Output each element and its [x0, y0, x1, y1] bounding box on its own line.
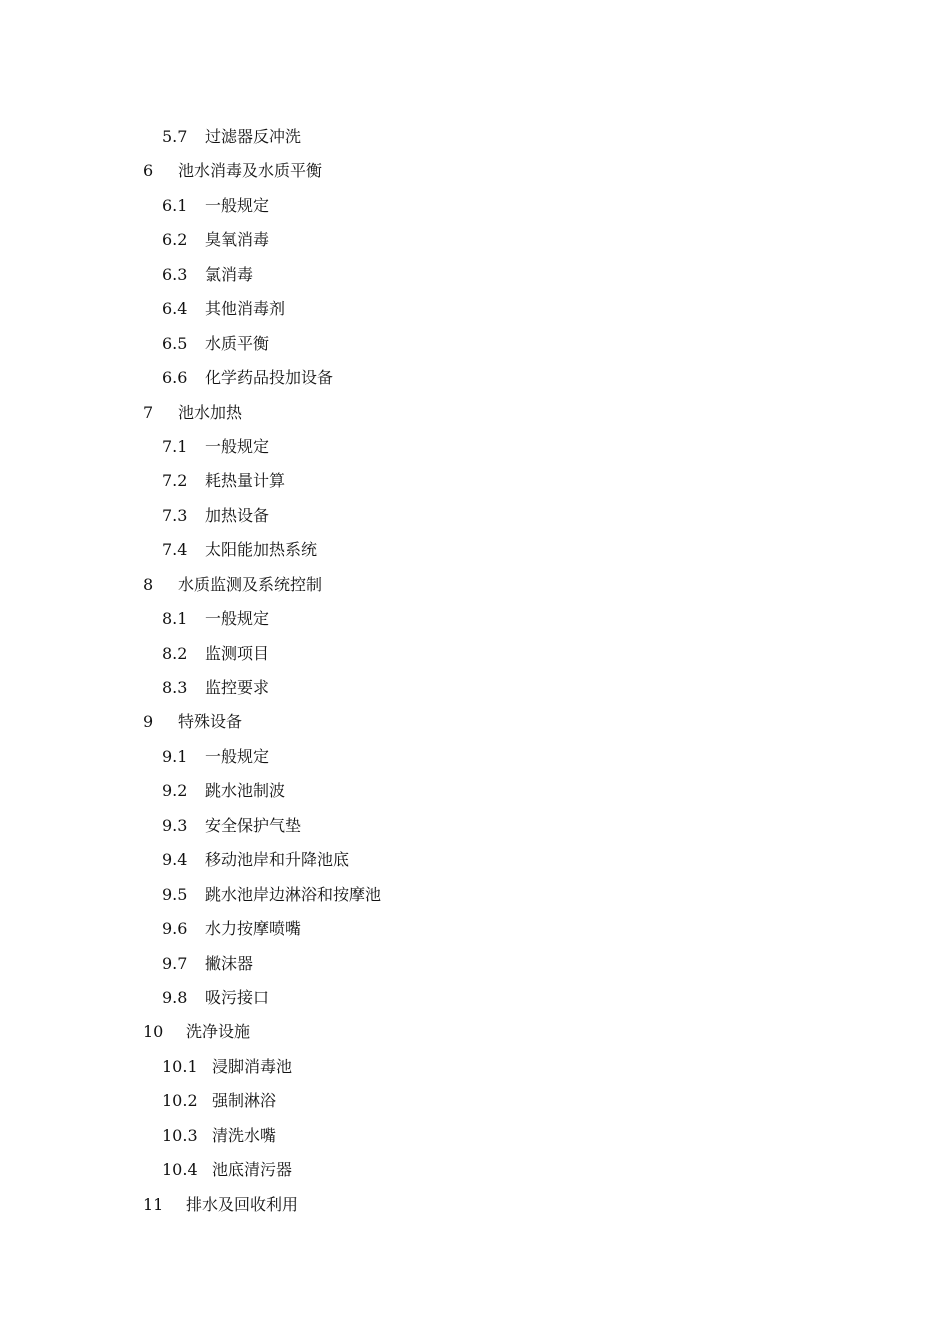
- toc-section-entry: [0, 878, 950, 912]
- toc-entry-title: 池水消毒及水质平衡: [178, 161, 323, 181]
- toc-chapter-entry: [0, 1188, 950, 1222]
- toc-entry-number: 8.2: [162, 643, 188, 663]
- toc-entry-number: 6: [143, 161, 154, 181]
- toc-entry-title: 池水加热: [178, 402, 243, 422]
- toc-entry-title: 监测项目: [205, 643, 270, 663]
- toc-section-entry: [0, 1153, 950, 1187]
- toc-chapter-entry: [0, 154, 950, 188]
- table-of-contents: [0, 120, 950, 1222]
- toc-section-entry: [0, 361, 950, 395]
- toc-section-entry: [0, 1119, 950, 1153]
- toc-entry-number: 6.5: [162, 333, 188, 353]
- toc-entry-number: 8.3: [162, 678, 188, 697]
- toc-entry-title: 特殊设备: [178, 712, 243, 732]
- toc-entry-title: 跳水池岸边淋浴和按摩池: [205, 884, 382, 904]
- toc-entry-title: 监控要求: [205, 678, 270, 697]
- toc-entry-title: 吸污接口: [205, 987, 270, 1007]
- toc-section-entry: [0, 327, 950, 361]
- toc-entry-number: 8: [143, 574, 154, 594]
- toc-chapter-entry: [0, 1015, 950, 1049]
- toc-entry-number: 7.2: [162, 471, 188, 491]
- toc-entry-title: 化学药品投加设备: [205, 368, 334, 388]
- toc-entry-number: 9.6: [162, 919, 188, 939]
- toc-entry-title: 安全保护气垫: [205, 815, 302, 835]
- toc-entry-title: 清洗水嘴: [212, 1125, 277, 1145]
- toc-entry-number: 10: [143, 1022, 164, 1042]
- toc-entry-number: 6.4: [162, 299, 188, 319]
- toc-entry-title: 池底清污器: [212, 1160, 293, 1180]
- toc-entry-title: 一般规定: [205, 436, 270, 456]
- toc-section-entry: [0, 430, 950, 464]
- toc-section-entry: [0, 1050, 950, 1084]
- toc-entry-number: 9.5: [162, 884, 188, 904]
- toc-entry-number: 7.3: [162, 505, 188, 525]
- toc-section-entry: [0, 809, 950, 843]
- toc-section-entry: [0, 912, 950, 946]
- toc-entry-number: 6.6: [162, 368, 188, 388]
- toc-section-entry: [0, 740, 950, 774]
- toc-entry-number: 9.7: [162, 953, 188, 973]
- toc-section-entry: [0, 533, 950, 567]
- toc-section-entry: [0, 602, 950, 636]
- toc-entry-number: 9.2: [162, 781, 188, 801]
- toc-entry-number: 9.3: [162, 815, 188, 835]
- toc-entry-number: 7.1: [162, 436, 188, 456]
- toc-section-entry: [0, 671, 950, 705]
- toc-entry-title: 一般规定: [205, 195, 270, 215]
- toc-section-entry: [0, 120, 950, 154]
- toc-entry-number: 10.4: [162, 1160, 198, 1180]
- toc-entry-number: 11: [143, 1194, 164, 1214]
- toc-entry-title: 其他消毒剂: [205, 299, 286, 319]
- toc-section-entry: [0, 637, 950, 671]
- toc-section-entry: [0, 258, 950, 292]
- toc-section-entry: [0, 499, 950, 533]
- toc-section-entry: [0, 1084, 950, 1118]
- toc-entry-number: 10.3: [162, 1125, 198, 1145]
- toc-entry-number: 7: [143, 402, 154, 422]
- toc-chapter-entry: [0, 396, 950, 430]
- toc-entry-number: 9.4: [162, 850, 188, 870]
- toc-entry-number: 10.1: [162, 1056, 198, 1076]
- toc-entry-number: 8.1: [162, 609, 188, 629]
- toc-chapter-entry: [0, 568, 950, 602]
- toc-entry-title: 水质监测及系统控制: [178, 574, 323, 594]
- toc-entry-title: 氯消毒: [205, 264, 254, 284]
- toc-section-entry: [0, 223, 950, 257]
- toc-section-entry: [0, 464, 950, 498]
- toc-entry-number: 9: [143, 712, 154, 732]
- toc-section-entry: [0, 981, 950, 1015]
- toc-chapter-entry: [0, 705, 950, 739]
- toc-section-entry: [0, 189, 950, 223]
- toc-section-entry: [0, 947, 950, 981]
- toc-section-entry: [0, 843, 950, 877]
- toc-entry-title: 跳水池制波: [205, 781, 286, 801]
- toc-entry-number: 9.8: [162, 987, 188, 1007]
- toc-entry-title: 移动池岸和升降池底: [205, 850, 350, 870]
- toc-entry-title: 浸脚消毒池: [212, 1056, 293, 1076]
- toc-entry-number: 5.7: [162, 127, 188, 146]
- toc-entry-number: 10.2: [162, 1091, 198, 1111]
- toc-section-entry: [0, 292, 950, 326]
- toc-entry-title: 加热设备: [205, 505, 270, 525]
- toc-entry-title: 太阳能加热系统: [205, 540, 318, 560]
- toc-entry-title: 水力按摩喷嘴: [205, 919, 302, 939]
- toc-entry-title: 耗热量计算: [205, 471, 286, 491]
- toc-entry-title: 撇沫器: [205, 953, 254, 973]
- toc-entry-title: 臭氧消毒: [205, 230, 270, 250]
- toc-entry-title: 强制淋浴: [212, 1091, 277, 1111]
- toc-entry-number: 7.4: [162, 540, 188, 560]
- toc-entry-title: 洗净设施: [186, 1022, 251, 1042]
- toc-entry-number: 9.1: [162, 746, 188, 766]
- toc-entry-title: 排水及回收利用: [186, 1194, 299, 1214]
- toc-entry-number: 6.3: [162, 264, 188, 284]
- toc-entry-title: 水质平衡: [205, 333, 270, 353]
- toc-entry-number: 6.1: [162, 195, 188, 215]
- toc-entry-title: 一般规定: [205, 746, 270, 766]
- toc-entry-title: 过滤器反冲洗: [205, 127, 302, 146]
- toc-entry-number: 6.2: [162, 230, 188, 250]
- toc-entry-title: 一般规定: [205, 609, 270, 629]
- toc-section-entry: [0, 774, 950, 808]
